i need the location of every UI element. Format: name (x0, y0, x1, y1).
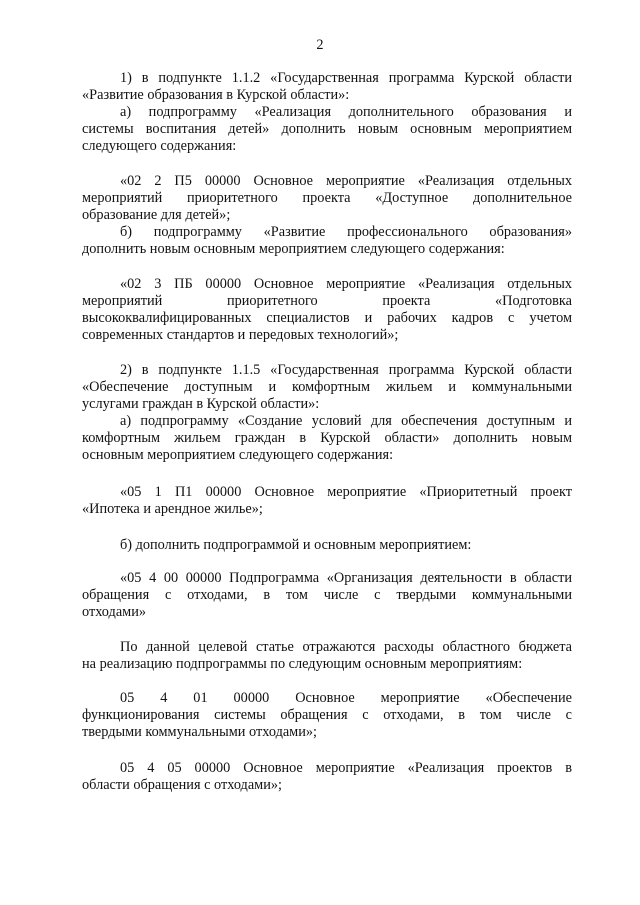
text-line: мероприятий приоритетного проекта «Подготовка (82, 293, 572, 309)
text-line: б) дополнить подпрограммой и основным мероприятием: (120, 537, 472, 553)
text-line: а) подпрограмму «Реализация дополнительного образования и (120, 104, 572, 120)
text-line: «Ипотека и арендное жилье»; (82, 501, 263, 517)
text-line: высококвалифицированных специалистов и рабочих кадров с учетом (82, 310, 572, 326)
text-line: следующего содержания: (82, 138, 237, 154)
text-line: мероприятий приоритетного проекта «Доступное дополнительное (82, 190, 572, 206)
text-line: 1) в подпункте 1.1.2 «Государственная программа Курской области (120, 70, 572, 86)
page-number: 2 (316, 37, 324, 53)
text-line: «05 4 00 00000 Подпрограмма «Организация деятельности в области (120, 570, 572, 586)
text-line: системы воспитания детей» дополнить новым основным мероприятием (82, 121, 572, 137)
text-line: «05 1 П1 00000 Основное мероприятие «Приоритетный проект (120, 484, 572, 500)
text-line: на реализацию подпрограммы по следующим основным мероприятиям: (82, 656, 523, 672)
text-line: функционирования системы обращения с отходами, в том числе с (82, 707, 572, 723)
text-line: обращения с отходами, в том числе с твердыми коммунальными (82, 587, 572, 603)
text-line: дополнить новым основным мероприятием следующего содержания: (82, 241, 505, 257)
text-line: основным мероприятием следующего содержания: (82, 447, 394, 463)
text-line: услугами граждан в Курской области»: (82, 396, 320, 412)
text-line: «02 3 ПБ 00000 Основное мероприятие «Реализация отдельных (120, 276, 572, 292)
text-line: б) подпрограмму «Развитие профессионального образования» (120, 224, 572, 240)
text-line: «Обеспечение доступным и комфортным жильем и коммунальными (82, 379, 572, 395)
text-line: 05 4 01 00000 Основное мероприятие «Обеспечение (120, 690, 572, 706)
text-line: области обращения с отходами»; (82, 777, 282, 793)
text-line: «02 2 П5 00000 Основное мероприятие «Реализация отдельных (120, 173, 572, 189)
text-line: комфортным жильем граждан в Курской области» дополнить новым (82, 430, 572, 446)
text-line: 2) в подпункте 1.1.5 «Государственная программа Курской области (120, 362, 572, 378)
text-line: По данной целевой статье отражаются расходы областного бюджета (120, 639, 572, 655)
text-line: «Развитие образования в Курской области»: (82, 87, 350, 103)
text-line: образование для детей»; (82, 207, 231, 223)
text-line: современных стандартов и передовых технологий»; (82, 327, 399, 343)
text-line: а) подпрограмму «Создание условий для обеспечения доступным и (120, 413, 572, 429)
text-line: отходами» (82, 604, 147, 620)
text-line: 05 4 05 00000 Основное мероприятие «Реализация проектов в (120, 760, 572, 776)
text-line: твердыми коммунальными отходами»; (82, 724, 318, 740)
